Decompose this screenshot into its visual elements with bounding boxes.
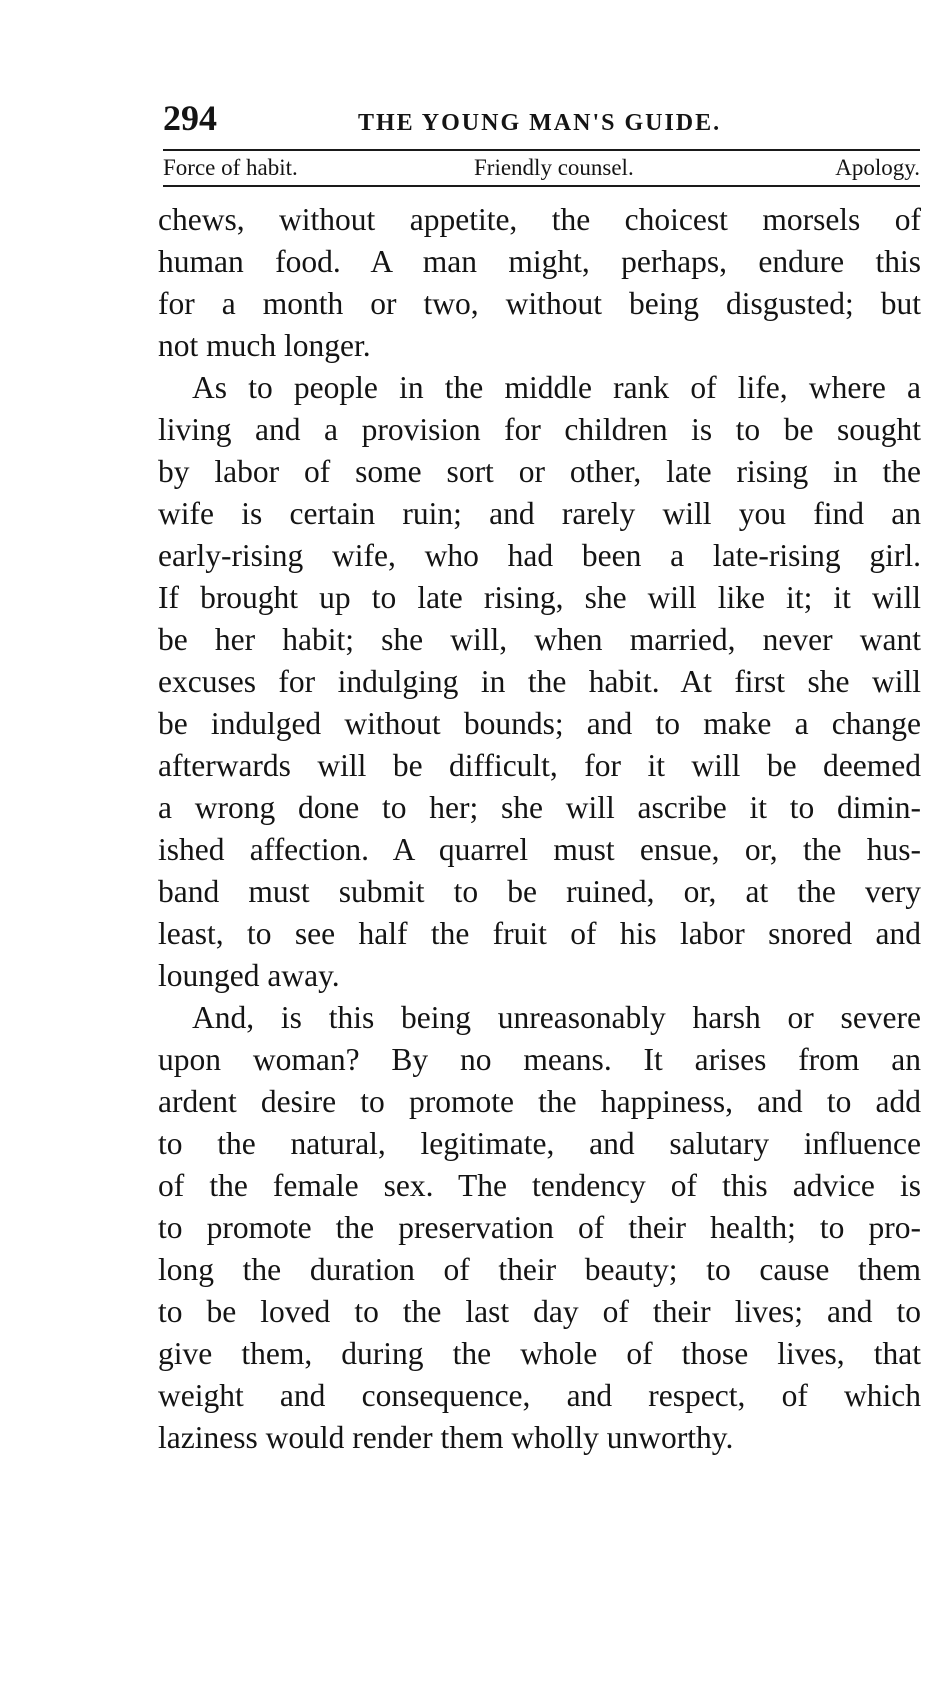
topic-left: Force of habit. xyxy=(163,155,298,180)
page-number: 294 xyxy=(163,98,217,138)
text-line: ardent desire to promote the happiness, and to add xyxy=(158,1084,921,1119)
text-line: laziness would render them wholly unworthy. xyxy=(158,1420,734,1455)
text-line: a wrong done to her; she will ascribe it to dimin- xyxy=(158,790,921,825)
text-line: excuses for indulging in the habit. At first she will xyxy=(158,664,921,699)
topic-right: Apology. xyxy=(835,155,920,180)
body-text xyxy=(158,199,921,1459)
text-line: And, is this being unreasonably harsh or severe xyxy=(192,1000,921,1035)
text-line: give them, during the whole of those lives, that xyxy=(158,1336,921,1371)
text-line: least, to see half the fruit of his labor snored and xyxy=(158,916,921,951)
paragraph-2 xyxy=(158,367,921,997)
text-line: not much longer. xyxy=(158,328,371,363)
text-line: early-rising wife, who had been a late-rising girl. xyxy=(158,538,921,573)
text-line: living and a provision for children is to be sought xyxy=(158,412,921,447)
text-line: to promote the preservation of their health; to pro- xyxy=(158,1210,921,1245)
text-line: be her habit; she will, when married, never want xyxy=(158,622,921,657)
text-line: by labor of some sort or other, late rising in the xyxy=(158,454,921,489)
header-rule-bottom xyxy=(163,185,920,187)
text-line: be indulged without bounds; and to make a change xyxy=(158,706,921,741)
text-line: weight and consequence, and respect, of which xyxy=(158,1378,921,1413)
running-title: THE YOUNG MAN'S GUIDE. xyxy=(358,110,722,136)
paragraph-1 xyxy=(158,199,921,367)
text-line: upon woman? By no means. It arises from an xyxy=(158,1042,921,1077)
text-line: As to people in the middle rank of life, where a xyxy=(192,370,921,405)
header-rule-top xyxy=(163,149,920,151)
topic-headings xyxy=(163,153,920,183)
text-line: long the duration of their beauty; to cause them xyxy=(158,1252,921,1287)
text-line: afterwards will be difficult, for it will be deemed xyxy=(158,748,921,783)
text-line: to be loved to the last day of their lives; and to xyxy=(158,1294,921,1329)
text-line: for a month or two, without being disgusted; but xyxy=(158,286,921,321)
text-line: If brought up to late rising, she will like it; it will xyxy=(158,580,921,615)
text-line: human food. A man might, perhaps, endure this xyxy=(158,244,921,279)
text-line: to the natural, legitimate, and salutary influence xyxy=(158,1126,921,1161)
paragraph-3 xyxy=(158,997,921,1459)
running-head xyxy=(163,97,920,141)
topic-center: Friendly counsel. xyxy=(474,155,634,180)
text-line: lounged away. xyxy=(158,958,340,993)
text-line: band must submit to be ruined, or, at the very xyxy=(158,874,921,909)
text-line: of the female sex. The tendency of this advice is xyxy=(158,1168,921,1203)
text-line: ished affection. A quarrel must ensue, or, the hus- xyxy=(158,832,921,867)
text-line: wife is certain ruin; and rarely will you find an xyxy=(158,496,921,531)
text-line: chews, without appetite, the choicest morsels of xyxy=(158,202,921,237)
